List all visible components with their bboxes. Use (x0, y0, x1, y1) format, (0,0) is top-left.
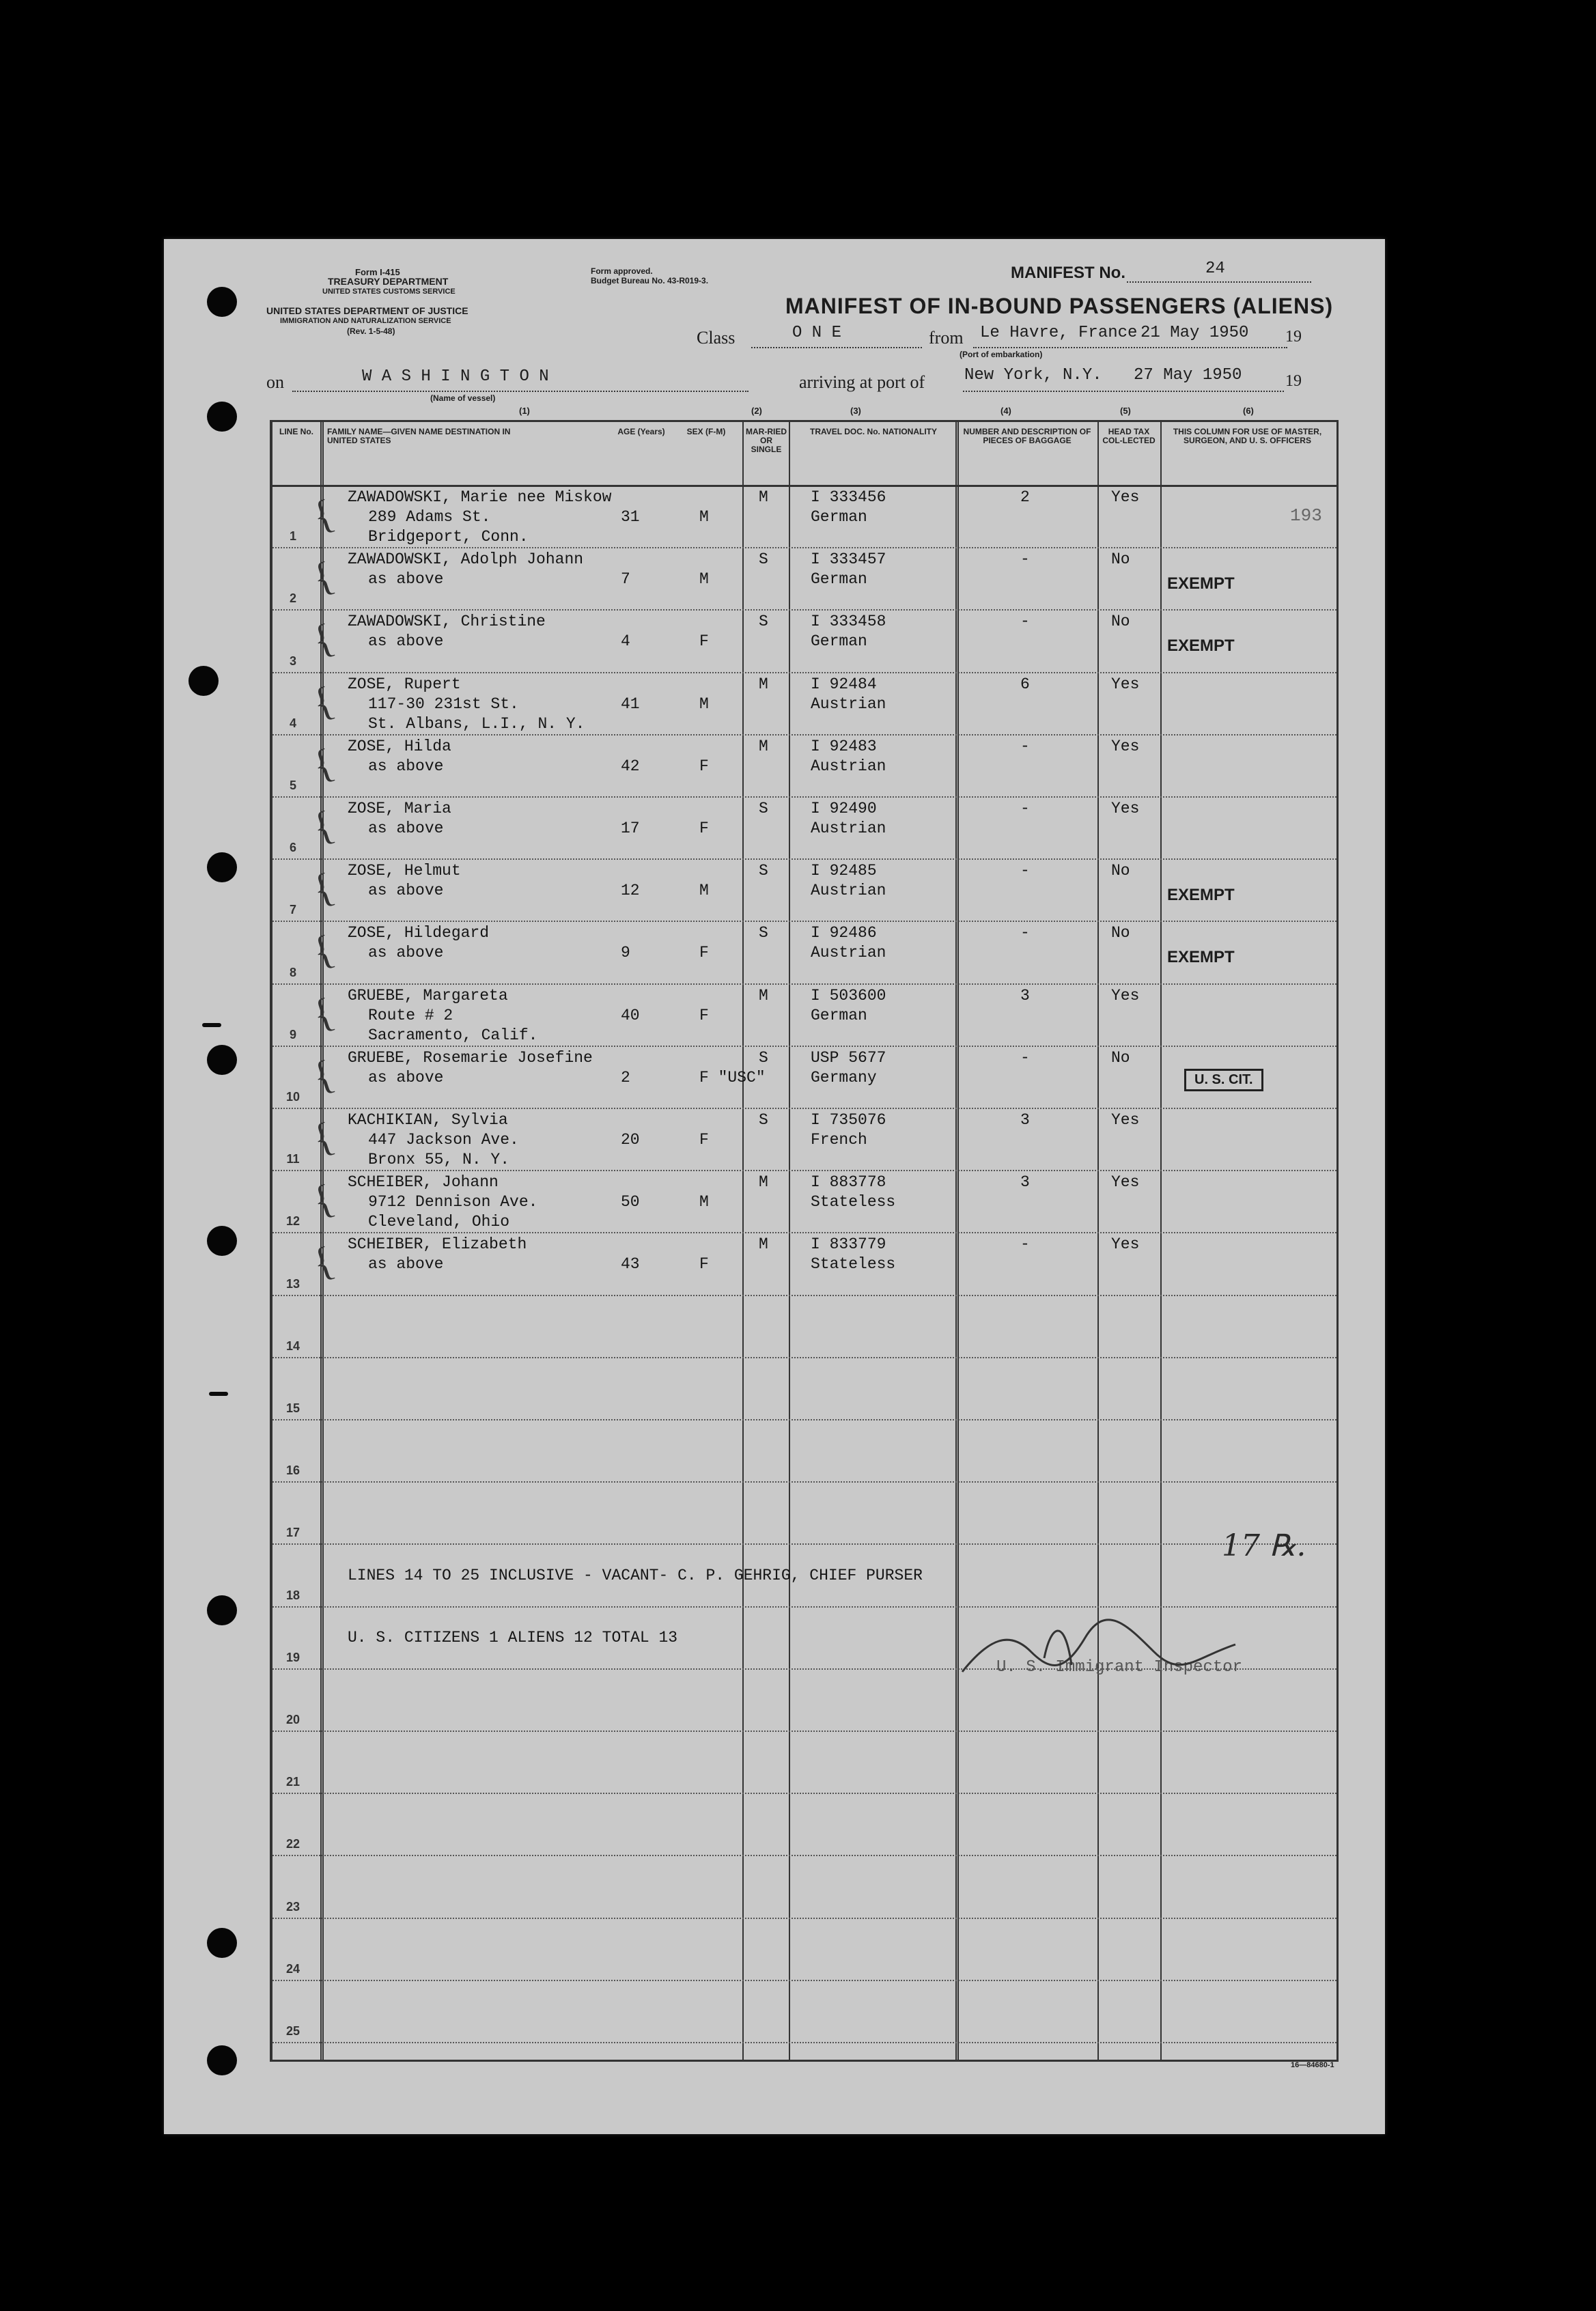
line-number: 11 (286, 1152, 300, 1166)
nationality: Austrian (811, 757, 886, 775)
bracket-mark: { (307, 1050, 340, 1100)
head-tax: No (1111, 1048, 1130, 1067)
colhead-age: AGE (Years) (617, 427, 665, 436)
from-port: Le Havre, France (980, 324, 1138, 342)
row-rule (272, 1543, 1336, 1545)
line-number: 7 (289, 903, 296, 917)
baggage-count: - (1020, 800, 1030, 817)
line-number: 13 (285, 1276, 300, 1291)
passenger-address: Bronx 55, N. Y. (368, 1151, 510, 1168)
head-tax: No (1111, 550, 1130, 569)
age: 40 (621, 1006, 640, 1024)
head-tax: Yes (1111, 986, 1140, 1005)
nationality: Austrian (811, 944, 886, 962)
manifest-page (164, 239, 1385, 2134)
marital-status: M (759, 1235, 768, 1254)
table-row (272, 858, 1336, 921)
head-tax: Yes (1111, 1173, 1140, 1192)
head-tax: Yes (1111, 675, 1140, 693)
binder-hole (207, 852, 237, 882)
binder-hole (207, 402, 237, 432)
passenger-address: St. Albans, L.I., N. Y. (368, 714, 585, 733)
table-row (272, 921, 1336, 983)
line-number: 16 (285, 1463, 300, 1478)
sex: F "USC" (699, 1068, 766, 1087)
colhead-officers: THIS COLUMN FOR USE OF MASTER, SURGEON, AND U. S. OFFICERS (1173, 427, 1322, 445)
from-date: 21 May 1950 (1140, 324, 1249, 342)
officer-note: 193 (1290, 505, 1322, 526)
nationality: Stateless (811, 1255, 896, 1274)
inspector-title: U. S. Immigrant Inspector (996, 1658, 1243, 1677)
travel-doc-no: I 333458 (811, 613, 886, 631)
age: 43 (621, 1255, 640, 1274)
colhead-head-tax: HEAD TAX COL-LECTED (1102, 427, 1156, 445)
scan-mark (202, 1023, 221, 1027)
age: 12 (621, 882, 640, 900)
line-number: 9 (289, 1027, 296, 1041)
sex: F (699, 757, 709, 775)
line-number: 12 (285, 1214, 300, 1229)
binder-hole (207, 287, 237, 317)
travel-doc-no: I 92486 (811, 924, 877, 942)
sex: F (699, 632, 709, 651)
marital-status: S (759, 613, 768, 631)
travel-doc-no: I 503600 (811, 986, 886, 1005)
passenger-name: ZOSE, Hildegard (348, 924, 490, 942)
line-number: 6 (289, 841, 296, 855)
baggage-count: 3 (1020, 986, 1030, 1005)
class-value: O N E (792, 324, 842, 342)
age: 9 (621, 944, 630, 962)
table-row (272, 609, 1336, 671)
from-label: from (929, 328, 964, 348)
row-rule (272, 1295, 1336, 1296)
nationality: French (811, 1131, 867, 1149)
sex: F (699, 1006, 709, 1024)
table-row (272, 547, 1336, 609)
passenger-address: as above (368, 882, 444, 900)
treasury-dept: TREASURY DEPARTMENT (328, 276, 449, 287)
passenger-address: as above (368, 1255, 444, 1274)
bracket-mark: { (307, 552, 340, 602)
table-row (272, 672, 1336, 734)
binder-hole (207, 2045, 237, 2075)
baggage-count: 6 (1020, 675, 1030, 693)
age: 41 (621, 695, 640, 713)
line-number: 20 (285, 1713, 300, 1726)
page-title: MANIFEST OF IN-BOUND PASSENGERS (ALIENS) (785, 294, 1334, 318)
handwritten-mark: 17 ℞. (1222, 1528, 1306, 1563)
bracket-mark: { (307, 1113, 340, 1162)
passenger-name: ZOSE, Rupert (348, 675, 461, 693)
nationality: Austrian (811, 882, 886, 900)
officer-note: EXEMPT (1167, 636, 1235, 656)
row-rule (272, 2042, 1336, 2043)
manifest-no-line (1127, 281, 1311, 283)
form-approved: Form approved. (591, 266, 653, 276)
passenger-address: as above (368, 570, 444, 589)
col-num-5: (5) (1120, 406, 1131, 416)
passenger-name: SCHEIBER, Elizabeth (348, 1235, 527, 1254)
form-code: 16—84680-1 (1291, 2061, 1334, 2069)
passenger-address: Cleveland, Ohio (368, 1213, 510, 1231)
table-row (272, 1046, 1336, 1108)
sex: F (699, 1131, 709, 1149)
passenger-address: Bridgeport, Conn. (368, 528, 529, 546)
officer-note: EXEMPT (1167, 948, 1235, 967)
binder-hole (207, 1928, 237, 1958)
passenger-name: GRUEBE, Margareta (348, 986, 508, 1005)
travel-doc-no: I 92484 (811, 675, 877, 693)
nationality: German (811, 632, 867, 651)
age: 4 (621, 632, 630, 651)
row-rule (272, 1357, 1336, 1358)
passenger-name: ZOSE, Helmut (348, 862, 461, 880)
nationality: German (811, 1006, 867, 1024)
passenger-address: as above (368, 1068, 444, 1087)
line-number: 14 (285, 1339, 300, 1353)
col-num-3: (3) (850, 406, 861, 416)
marital-status: M (759, 737, 768, 755)
travel-doc-no: I 92485 (811, 862, 877, 880)
line-number: 8 (289, 965, 296, 979)
head-tax: No (1111, 862, 1130, 880)
sex: M (699, 570, 709, 589)
col-num-4: (4) (1000, 406, 1011, 416)
passenger-address: Sacramento, Calif. (368, 1026, 538, 1044)
baggage-count: 2 (1020, 488, 1030, 506)
row-rule (272, 1918, 1336, 1919)
passenger-address: 9712 Dennison Ave. (368, 1193, 538, 1211)
line-number: 23 (285, 1899, 300, 1914)
line-number: 25 (285, 2024, 300, 2038)
passenger-address: as above (368, 944, 444, 962)
colhead-line-no: LINE No. (279, 427, 313, 436)
nationality: Germany (811, 1068, 877, 1087)
row-rule (272, 1793, 1336, 1794)
arrival-port: New York, N.Y. (964, 366, 1102, 384)
baggage-count: - (1020, 1048, 1030, 1067)
line-number: 21 (285, 1775, 300, 1789)
col-num-2: (2) (751, 406, 762, 416)
on-label: on (266, 372, 284, 392)
nationality: Stateless (811, 1193, 896, 1211)
colhead-baggage: NUMBER AND DESCRIPTION OF PIECES OF BAGGAGE (963, 427, 1091, 445)
port-embark-note: (Port of embarkation) (960, 350, 1043, 359)
table-row (272, 796, 1336, 858)
line-number: 15 (285, 1401, 300, 1415)
head-tax: Yes (1111, 1111, 1140, 1129)
from-line (973, 347, 1287, 348)
col-num-1: (1) (519, 406, 530, 416)
class-label: Class (697, 328, 736, 348)
age: 7 (621, 570, 630, 589)
row-rule (272, 1606, 1336, 1608)
bracket-mark: { (307, 615, 340, 664)
passenger-table (270, 420, 1339, 2062)
marital-status: M (759, 1173, 768, 1192)
bracket-mark: { (307, 864, 340, 914)
marital-status: S (759, 800, 768, 817)
marital-status: S (759, 862, 768, 880)
marital-status: M (759, 488, 768, 506)
line-number: 4 (289, 716, 296, 730)
passenger-address: 289 Adams St. (368, 508, 491, 526)
vacant-lines-note: LINES 14 TO 25 INCLUSIVE - VACANT- C. P. GEHRIG, CHIEF PURSER (348, 1567, 923, 1584)
ins-service: IMMIGRATION AND NATURALIZATION SERVICE (280, 317, 451, 325)
arriving-label: arriving at port of (799, 372, 925, 392)
line-number: 17 (285, 1526, 300, 1540)
passenger-address: as above (368, 820, 444, 837)
binder-hole (207, 1595, 237, 1625)
baggage-count: 3 (1020, 1173, 1030, 1192)
colhead-name: FAMILY NAME—GIVEN NAME DESTINATION IN UNITED STATES (327, 427, 511, 445)
age: 2 (621, 1068, 630, 1087)
marital-status: S (759, 1048, 768, 1067)
passenger-name: ZAWADOWSKI, Christine (348, 613, 546, 631)
marital-status: M (759, 675, 768, 693)
budget-bureau: Budget Bureau No. 43-R019-3. (591, 276, 709, 285)
travel-doc-no: USP 5677 (811, 1048, 886, 1067)
nationality: Austrian (811, 695, 886, 713)
row-rule (272, 1731, 1336, 1732)
sex: F (699, 820, 709, 837)
bracket-mark: { (307, 739, 340, 789)
head-tax: Yes (1111, 1235, 1140, 1254)
form-number: Form I-415 (355, 267, 400, 277)
line-number: 19 (285, 1650, 300, 1664)
bracket-mark: { (307, 490, 340, 540)
class-line (751, 347, 922, 348)
passenger-address: 117-30 231st St. (368, 695, 519, 713)
colhead-married: MAR-RIED OR SINGLE (746, 427, 787, 454)
head-tax: Yes (1111, 488, 1140, 506)
line-number: 10 (285, 1089, 300, 1104)
table-row (272, 1108, 1336, 1170)
passenger-name: ZAWADOWSKI, Marie nee Miskow (348, 488, 612, 506)
travel-doc-no: I 735076 (811, 1111, 886, 1129)
baggage-count: - (1020, 1235, 1030, 1254)
nationality: German (811, 508, 867, 526)
table-row (272, 734, 1336, 796)
sex: M (699, 882, 709, 900)
table-row (272, 485, 1336, 547)
marital-status: S (759, 924, 768, 942)
officer-note: U. S. CIT. (1184, 1069, 1263, 1091)
colhead-sex: SEX (F-M) (686, 427, 726, 436)
passenger-address: 447 Jackson Ave. (368, 1131, 519, 1149)
sex: M (699, 508, 709, 526)
sex: M (699, 695, 709, 713)
table-row (272, 1232, 1336, 1294)
col-num-6: (6) (1243, 406, 1254, 416)
customs-service: UNITED STATES CUSTOMS SERVICE (322, 288, 456, 296)
officer-note: EXEMPT (1167, 886, 1235, 905)
age: 50 (621, 1193, 640, 1211)
binder-hole (188, 666, 219, 696)
table-row (272, 1170, 1336, 1232)
age: 20 (621, 1131, 640, 1149)
nationality: Austrian (811, 820, 886, 837)
sex: M (699, 1193, 709, 1211)
travel-doc-no: I 92490 (811, 800, 877, 817)
year-suffix-1: 19 (1285, 328, 1302, 346)
row-rule (272, 1481, 1336, 1483)
passenger-name: KACHIKIAN, Sylvia (348, 1111, 508, 1129)
passenger-name: ZAWADOWSKI, Adolph Johann (348, 550, 584, 569)
vessel-name: W A S H I N G T O N (362, 367, 549, 386)
bracket-mark: { (307, 677, 340, 727)
line-number: 24 (285, 1961, 300, 1976)
binder-hole (207, 1226, 237, 1256)
vessel-note: (Name of vessel) (430, 393, 496, 403)
bracket-mark: { (307, 988, 340, 1038)
arrival-line (963, 391, 1284, 392)
baggage-count: - (1020, 924, 1030, 942)
age: 17 (621, 820, 640, 837)
bracket-mark: { (307, 926, 340, 976)
passenger-address: as above (368, 632, 444, 651)
vessel-line (292, 391, 748, 392)
line-number: 18 (285, 1588, 300, 1602)
marital-status: S (759, 550, 768, 569)
line-number: 3 (289, 654, 296, 668)
manifest-label: MANIFEST No. (1011, 264, 1125, 282)
scan-mark (209, 1392, 228, 1396)
revision: (Rev. 1-5-48) (347, 326, 395, 336)
head-tax: No (1111, 613, 1130, 631)
row-rule (272, 1419, 1336, 1420)
bracket-mark: { (307, 1237, 340, 1287)
baggage-count: - (1020, 737, 1030, 755)
bracket-mark: { (307, 1175, 340, 1225)
table-row (272, 983, 1336, 1046)
age: 31 (621, 508, 640, 526)
baggage-count: - (1020, 613, 1030, 631)
age: 42 (621, 757, 640, 775)
line-number: 5 (289, 778, 296, 792)
inspector-signature (949, 1610, 1249, 1685)
marital-status: M (759, 986, 768, 1005)
passenger-address: Route # 2 (368, 1006, 453, 1024)
justice-dept: UNITED STATES DEPARTMENT OF JUSTICE (266, 305, 468, 316)
passenger-name: SCHEIBER, Johann (348, 1173, 499, 1192)
colhead-travel-doc: TRAVEL DOC. No. NATIONALITY (810, 427, 937, 436)
sex: F (699, 944, 709, 962)
binder-hole (207, 1045, 237, 1075)
head-tax: Yes (1111, 800, 1140, 817)
travel-doc-no: I 883778 (811, 1173, 886, 1192)
passenger-address: as above (368, 757, 444, 775)
travel-doc-no: I 92483 (811, 737, 877, 755)
travel-doc-no: I 333456 (811, 488, 886, 506)
passenger-name: ZOSE, Hilda (348, 737, 451, 755)
marital-status: S (759, 1111, 768, 1129)
head-tax: No (1111, 924, 1130, 942)
baggage-count: - (1020, 550, 1030, 569)
totals-note: U. S. CITIZENS 1 ALIENS 12 TOTAL 13 (348, 1629, 678, 1647)
passenger-name: GRUEBE, Rosemarie Josefine (348, 1048, 593, 1067)
nationality: German (811, 570, 867, 589)
manifest-number: 24 (1205, 260, 1225, 278)
sex: F (699, 1255, 709, 1274)
head-tax: Yes (1111, 737, 1140, 755)
baggage-count: 3 (1020, 1111, 1030, 1129)
arrival-date: 27 May 1950 (1134, 366, 1242, 384)
line-number: 22 (285, 1837, 300, 1851)
line-number: 2 (289, 591, 296, 606)
row-rule (272, 1855, 1336, 1856)
travel-doc-no: I 833779 (811, 1235, 886, 1254)
row-rule (272, 1980, 1336, 1981)
travel-doc-no: I 333457 (811, 550, 886, 569)
passenger-name: ZOSE, Maria (348, 800, 451, 817)
bracket-mark: { (307, 802, 340, 851)
baggage-count: - (1020, 862, 1030, 880)
line-number: 1 (289, 529, 296, 544)
officer-note: EXEMPT (1167, 574, 1235, 593)
year-suffix-2: 19 (1285, 372, 1302, 390)
